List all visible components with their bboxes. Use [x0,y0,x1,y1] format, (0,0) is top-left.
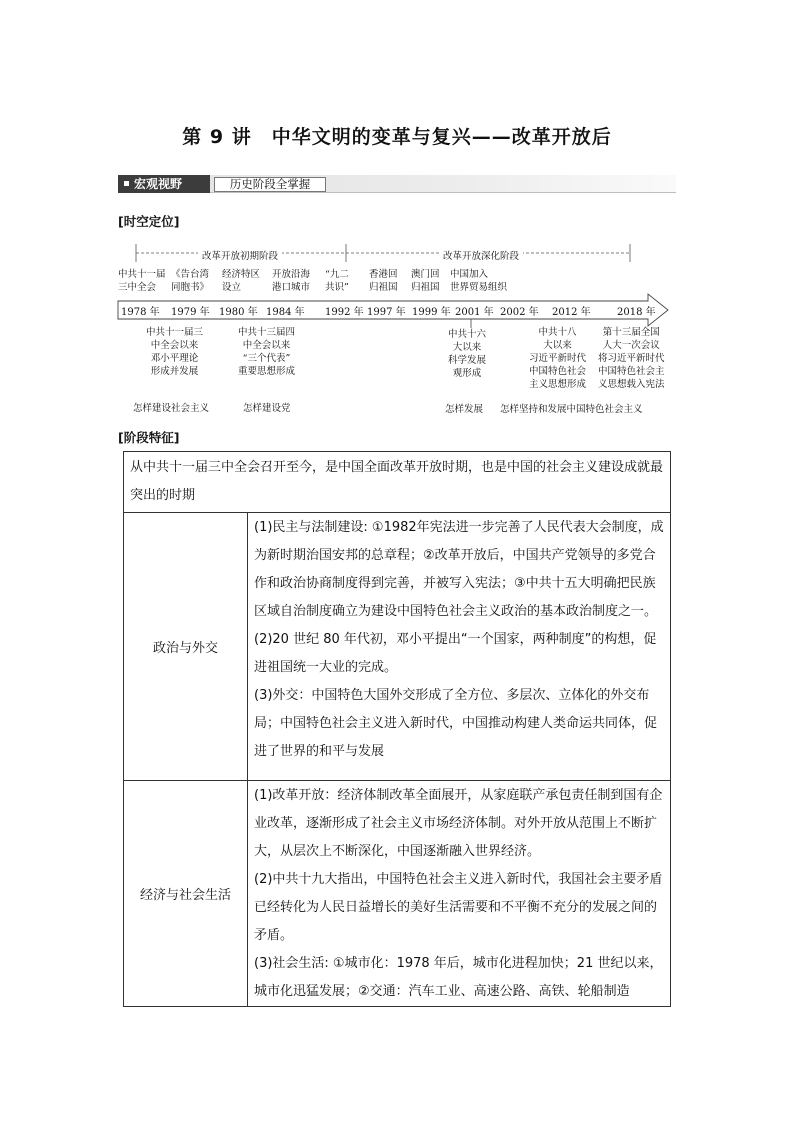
year-label: 1978 年 [121,307,160,318]
banner-main-label: 宏观视野 [134,177,183,191]
theme-label: 怎样建设社会主义 [133,403,210,414]
theme-label: 怎样建设党 [243,403,291,414]
theme-label: 怎样发展 [445,404,484,415]
year-label: 2002 年 [500,307,539,318]
page-title: 第 9 讲 中华文明的变革与复兴——改革开放后 [182,126,612,148]
year-label: 1999 年 [412,307,451,318]
table-row [124,781,671,1007]
year-label: 2018 年 [617,307,656,318]
row-content-economy [248,781,671,1007]
below-event: 中共十八 大以来 习近平新时代 中国特色社会 主义思想形成 [529,327,587,390]
paragraph: (1)改革开放：经济体制改革全面展开，从家庭联产承包责任制到国有企业改革，逐渐形成了社会主义市场经济体制。对外开放从范围上不断扩大，从层次上不断深化，中国逐渐融入世界经济。 [254,788,663,859]
row-label-politics: 政治与外交 [124,513,248,781]
below-event: 中共十一届三 中全会以来 邓小平理论 形成并发展 [146,327,204,377]
paragraph: (1)民主与法制建设: ①1982年宪法进一步完善了人民代表大会制度，成为新时期治国安邦的总章程；②改革开放后，中国共产党领导的多党合作和政治协商制度得到完善，并被写入宪法；③中共十五大明确把民族区域自治制度确立为建设中国特色社会主义政治的基本政治制度之一。 [254,520,664,619]
year-label: 2001 年 [455,307,494,318]
above-event: 中国加入 世界贸易组织 [450,269,508,293]
table-row [124,452,671,513]
paragraph: (2)中共十九大指出，中国特色社会主义进入新时代，我国社会主要矛盾已经转化为人民日益增长的美好生活需要和不平衡不充分的发展之间的矛盾。 [254,872,663,943]
phase-label-early: 改革开放初期阶段 [198,248,282,262]
year-label: 2012 年 [552,307,591,318]
below-event: 中共十六 大以来 科学发展 观形成 [448,329,487,379]
table-header-cell: 从中共十一届三中全会召开至今，是中国全面改革开放时期，也是中国的社会主义建设成就最突出的时期 [124,452,671,513]
features-table [123,451,671,1007]
paragraph: (2)20 世纪 80 年代初，邓小平提出“一个国家，两种制度”的构想，促进祖国统一大业的完成。 [254,632,657,675]
below-event: 中共十三届四 中全会以来 “三个代表” 重要思想形成 [238,327,296,377]
above-event: 开放沿海 港口城市 [272,269,311,293]
above-event: 经济特区 设立 [222,269,261,293]
year-label: 1992 年 [325,307,364,318]
above-event: “九二 共识” [325,269,349,293]
banner-sub-tag: 历史阶段全掌握 [214,177,326,192]
below-event: 第十三届全国 人大一次会议 将习近平新时代 中国特色社会主 义思想载入宪法 [598,327,665,390]
year-label: 1980 年 [219,307,258,318]
paragraph: (3)外交：中国特色大国外交形成了全方位、多层次、立体化的外交布局；中国特色社会主义进入新时代，中国推动构建人类命运共同体，促进了世界的和平与发展 [254,688,658,759]
row-label-economy: 经济与社会生活 [124,781,248,1007]
above-event: 《告台湾 同胞书》 [171,269,210,293]
year-label: 1984 年 [266,307,305,318]
above-event: 香港回 归祖国 [369,269,398,293]
above-event: 澳门回 归祖国 [411,269,440,293]
table-row [124,513,671,781]
theme-label: 怎样坚持和发展中国特色社会主义 [500,404,643,415]
year-label: 1997 年 [367,307,406,318]
paragraph: (3)社会生活: ①城市化：1978 年后，城市化进程加快；21 世纪以来，城市化迅猛发展；②交通：汽车工业、高速公路、高铁、轮船制造 [254,956,663,999]
year-label: 1979 年 [171,307,210,318]
section-heading-features: [阶段特征] [118,430,180,445]
phase-label-deepening: 改革开放深化阶段 [439,248,523,262]
timeline-graphic [0,0,794,430]
section-heading-timeline: [时空定位] [118,214,180,229]
row-content-politics [248,513,671,781]
above-event: 中共十一届 三中全会 [118,269,166,293]
